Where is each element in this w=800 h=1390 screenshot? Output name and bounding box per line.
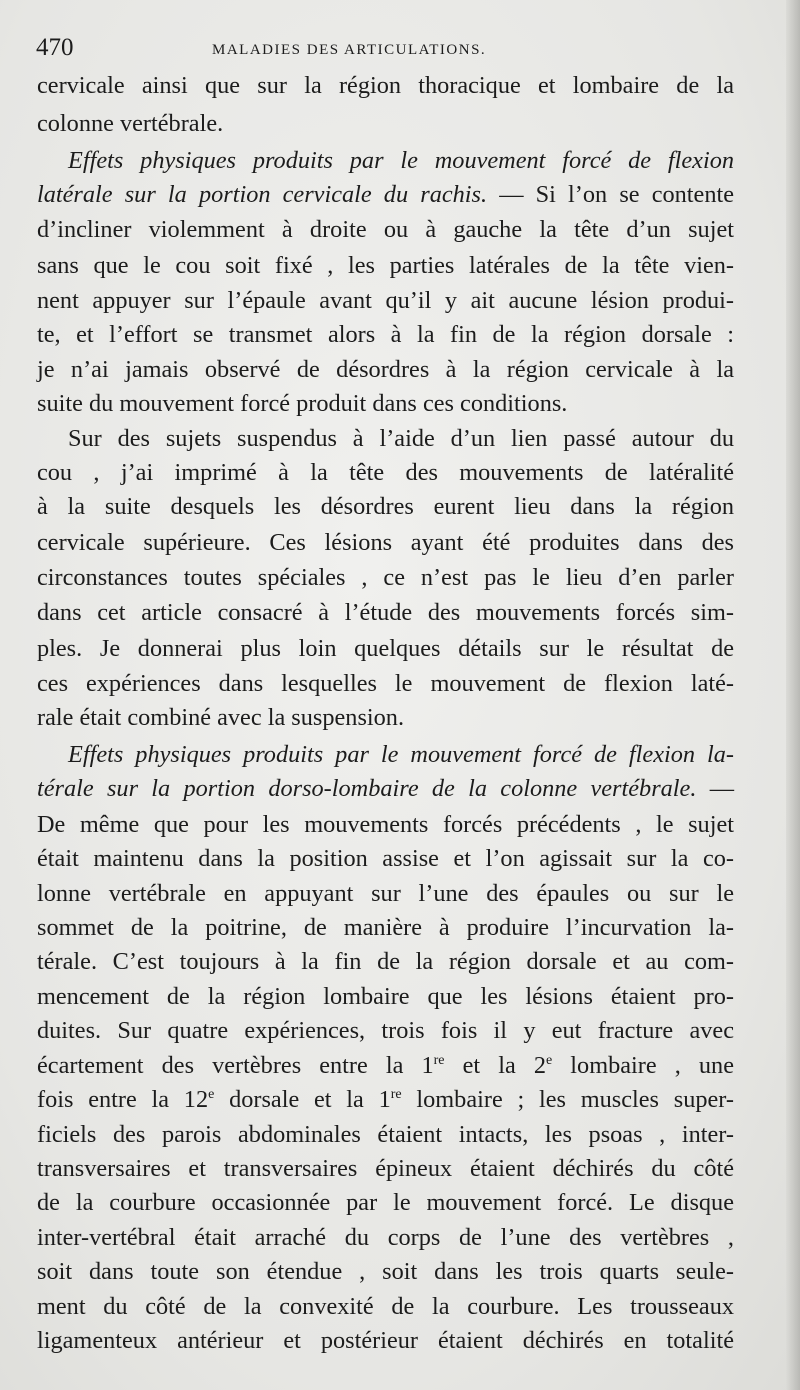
text-fragment: lombaire , une [552,1052,734,1079]
superscript: e [546,1053,553,1068]
superscript: re [433,1053,445,1068]
text-line: te, et l’effort se transmet alors à la fin de la région dorsale : [37,321,734,348]
text-fragment: écartement des vertèbres entre la 1 [37,1052,434,1079]
text-line: cervicale ainsi que sur la région thoracique et lombaire de la [37,72,734,99]
text-line: suite du mouvement forcé produit dans ces conditions. [37,390,568,417]
text-line: ples. Je donnerai plus loin quelques détails sur le résultat de [37,635,734,662]
section-heading-line [68,144,734,178]
text-line: lonne vertébrale en appuyant sur l’une des épaules ou sur le [37,880,734,907]
superscript: e [208,1087,215,1102]
text-fragment: lombaire ; les muscles super- [401,1086,734,1113]
text-line: nent appuyer sur l’épaule avant qu’il y ait aucune lésion produi- [37,287,734,314]
text-fragment: — Si l’on se contente [487,181,734,208]
page-number: 470 [36,34,74,61]
text-line: je n’ai jamais observé de désordres à la région cervicale à la [37,356,734,383]
text-line: colonne vertébrale. [37,110,224,137]
text-line: mencement de la région lombaire que les lésions étaient pro- [37,983,734,1010]
text-fragment: dorsale et la 1 [214,1086,391,1113]
text-line [37,1049,734,1083]
text-line: De même que pour les mouvements forcés précédents , le sujet [37,811,734,838]
running-title: MALADIES DES ARTICULATIONS. [212,42,487,58]
section-heading-text: latérale sur la portion cervicale du rachis. [37,181,488,208]
text-line: de la courbure occasionnée par le mouvement forcé. Le disque [37,1189,734,1216]
text-line: inter-vertébral était arraché du corps de l’une des vertèbres , [37,1224,734,1251]
text-line: dans cet article consacré à l’étude des mouvements forcés sim- [37,599,734,626]
text-fragment: fois entre la 12 [37,1086,209,1113]
text-line: sans que le cou soit fixé , les parties latérales de la tête vien- [37,252,734,279]
text-fragment: et la 2 [444,1052,546,1079]
text-line: ces expériences dans lesquelles le mouvement de flexion laté- [37,670,734,697]
text-line: cou , j’ai imprimé à la tête des mouvements de latéralité [37,459,734,486]
text-line: duites. Sur quatre expériences, trois fois il y eut fracture avec [37,1017,734,1044]
running-head [36,34,756,64]
section-heading-line [37,772,734,806]
text-line: térale. C’est toujours à la fin de la région dorsale et au com- [37,948,734,975]
text-line: cervicale supérieure. Ces lésions ayant été produites dans des [37,529,734,556]
text-line: était maintenu dans la position assise et l’on agissait sur la co- [37,845,734,872]
text-fragment: — [696,775,735,802]
text-line: transversaires et transversaires épineux étaient déchirés du côté [37,1155,734,1182]
text-line: à la suite desquels les désordres eurent lieu dans la région [37,493,734,520]
text-line: soit dans toute son étendue , soit dans les trois quarts seule- [37,1258,734,1285]
superscript: re [390,1087,402,1102]
text-line: rale était combiné avec la suspension. [37,704,405,731]
section-heading-text: Effets physiques produits par le mouvement forcé de flexion [68,147,734,174]
page-edge-shadow [786,0,800,1390]
text-line: ment du côté de la convexité de la courbure. Les trousseaux [37,1293,734,1320]
text-line: ficiels des parois abdominales étaient intacts, les psoas , inter- [37,1121,734,1148]
section-heading-text: térale sur la portion dorso-lombaire de la colonne vertébrale. [37,775,697,802]
section-heading-text: Effets physiques produits par le mouvement forcé de flexion la- [68,741,734,768]
section-heading-line [68,738,734,772]
text-line: circonstances toutes spéciales , ce n’est pas le lieu d’en parler [37,564,734,591]
text-line [37,1083,734,1117]
section-heading-line [37,178,734,212]
text-line: ligamenteux antérieur et postérieur étaient déchirés en totalité [37,1327,734,1354]
text-line: Sur des sujets suspendus à l’aide d’un lien passé autour du [68,425,734,452]
text-line: d’incliner violemment à droite ou à gauche la tête d’un sujet [37,216,734,243]
text-line: sommet de la poitrine, de manière à produire l’incurvation la- [37,914,734,941]
